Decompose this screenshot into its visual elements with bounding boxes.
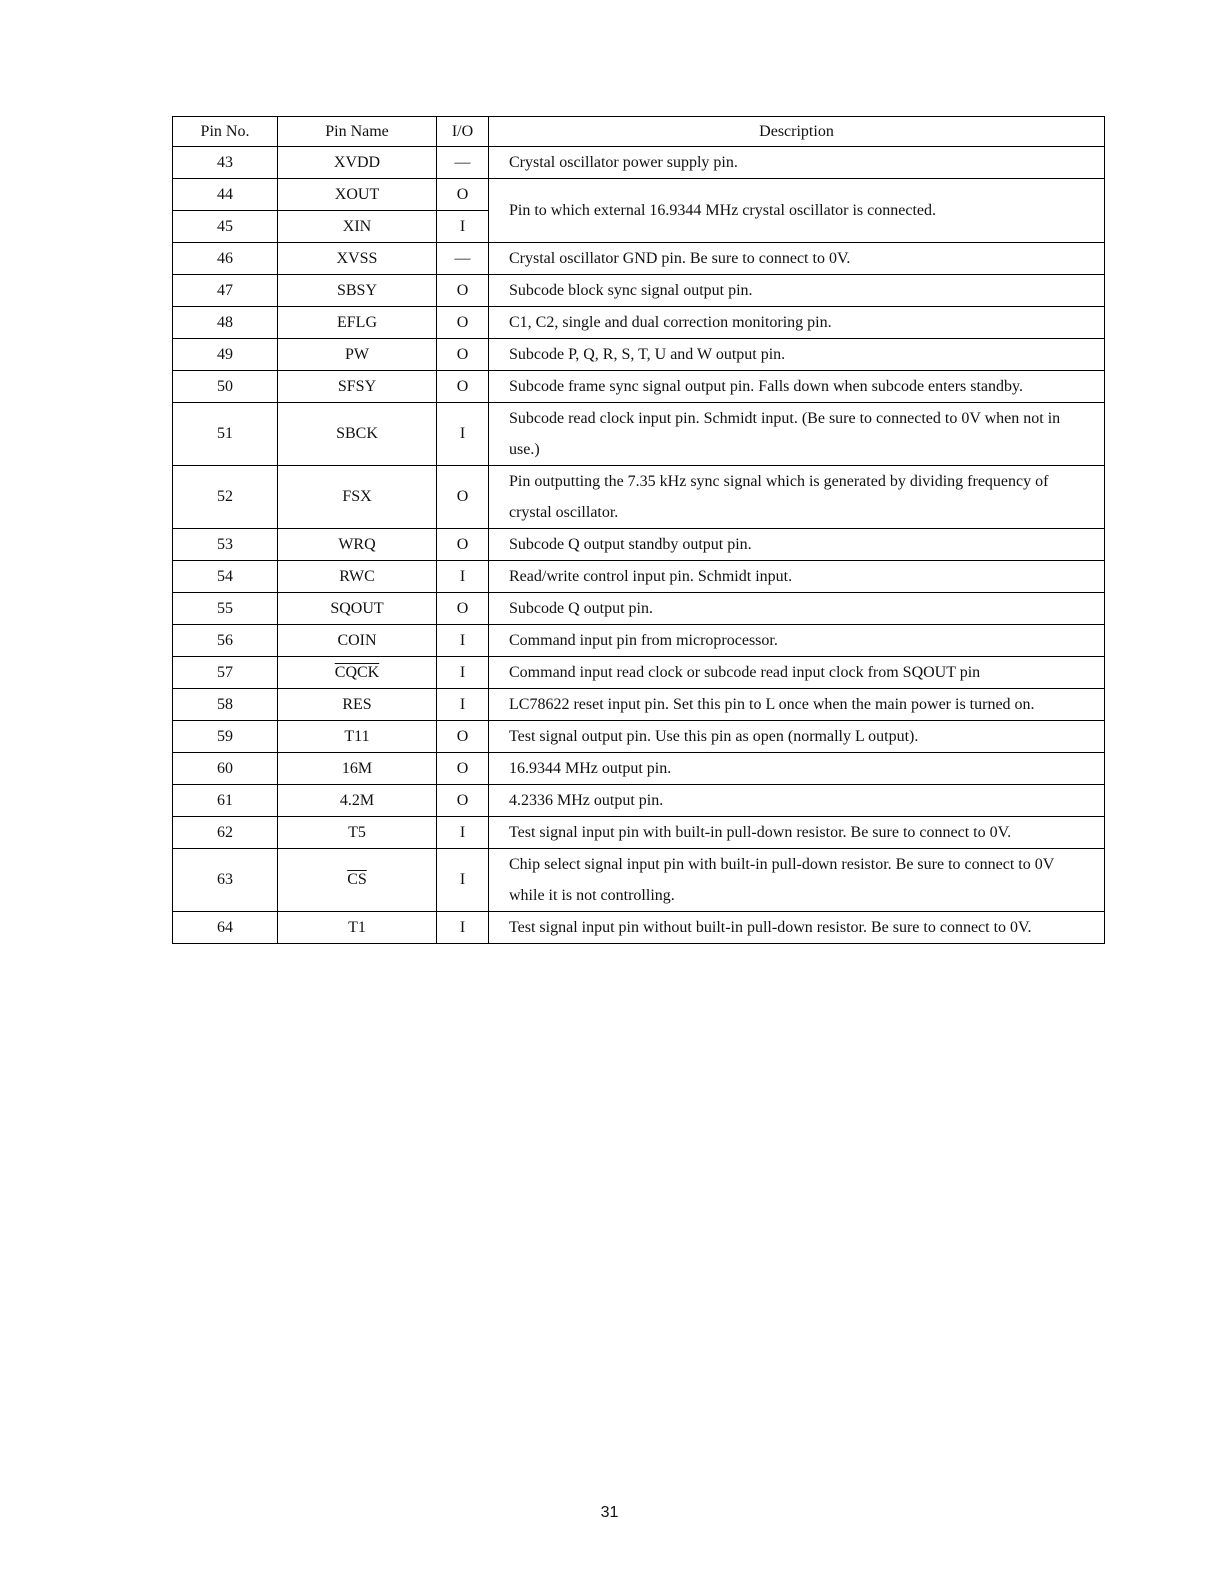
pin-io: I bbox=[437, 625, 489, 657]
pin-io: I bbox=[437, 849, 489, 912]
header-pin-no: Pin No. bbox=[173, 117, 278, 147]
pin-description: Crystal oscillator power supply pin. bbox=[489, 147, 1105, 179]
table-row bbox=[173, 561, 1105, 593]
pin-io: O bbox=[437, 753, 489, 785]
pin-no: 61 bbox=[173, 785, 278, 817]
pin-io: O bbox=[437, 721, 489, 753]
pin-io: I bbox=[437, 561, 489, 593]
pin-io: O bbox=[437, 371, 489, 403]
pin-description: 4.2336 MHz output pin. bbox=[489, 785, 1105, 817]
table-row bbox=[173, 147, 1105, 179]
pin-no: 62 bbox=[173, 817, 278, 849]
table-row bbox=[173, 275, 1105, 307]
pin-description: Subcode read clock input pin. Schmidt input. (Be sure to connected to 0V when not in use.) bbox=[489, 403, 1105, 466]
pin-name: FSX bbox=[278, 466, 437, 529]
pin-name: SQOUT bbox=[278, 593, 437, 625]
table-row bbox=[173, 625, 1105, 657]
pin-no: 58 bbox=[173, 689, 278, 721]
pin-no: 55 bbox=[173, 593, 278, 625]
pin-name: SFSY bbox=[278, 371, 437, 403]
pin-description: Command input pin from microprocessor. bbox=[489, 625, 1105, 657]
pin-no: 48 bbox=[173, 307, 278, 339]
pin-no: 54 bbox=[173, 561, 278, 593]
pin-description: Pin outputting the 7.35 kHz sync signal which is generated by dividing frequency of crystal oscillator. bbox=[489, 466, 1105, 529]
pin-name: 16M bbox=[278, 753, 437, 785]
table-row bbox=[173, 466, 1105, 529]
table-header-row bbox=[173, 117, 1105, 147]
header-pin-name: Pin Name bbox=[278, 117, 437, 147]
pin-name: XVDD bbox=[278, 147, 437, 179]
header-description: Description bbox=[489, 117, 1105, 147]
table-row bbox=[173, 179, 1105, 211]
table-row bbox=[173, 307, 1105, 339]
pin-name bbox=[278, 849, 437, 912]
pin-description: Test signal input pin with built-in pull-down resistor. Be sure to connect to 0V. bbox=[489, 817, 1105, 849]
pin-name: 4.2M bbox=[278, 785, 437, 817]
pin-description: Subcode frame sync signal output pin. Falls down when subcode enters standby. bbox=[489, 371, 1105, 403]
pin-no: 49 bbox=[173, 339, 278, 371]
pin-io: O bbox=[437, 179, 489, 211]
table-row bbox=[173, 529, 1105, 561]
pin-io: O bbox=[437, 339, 489, 371]
pin-name: SBSY bbox=[278, 275, 437, 307]
page-number: 31 bbox=[600, 1504, 619, 1521]
pin-name: T11 bbox=[278, 721, 437, 753]
pin-io: — bbox=[437, 243, 489, 275]
pin-name: XIN bbox=[278, 211, 437, 243]
pin-name: RES bbox=[278, 689, 437, 721]
pin-description: C1, C2, single and dual correction monitoring pin. bbox=[489, 307, 1105, 339]
pin-no: 51 bbox=[173, 403, 278, 466]
pin-name: XOUT bbox=[278, 179, 437, 211]
pin-io: O bbox=[437, 275, 489, 307]
pin-description: Test signal input pin without built-in pull-down resistor. Be sure to connect to 0V. bbox=[489, 912, 1105, 944]
pin-description: Test signal output pin. Use this pin as open (normally L output). bbox=[489, 721, 1105, 753]
table-row bbox=[173, 243, 1105, 275]
pin-name: XVSS bbox=[278, 243, 437, 275]
table-row bbox=[173, 593, 1105, 625]
pin-name-overlined: CQCK bbox=[334, 663, 380, 681]
table-row bbox=[173, 785, 1105, 817]
pin-description: Subcode block sync signal output pin. bbox=[489, 275, 1105, 307]
pin-name: PW bbox=[278, 339, 437, 371]
pin-name: T5 bbox=[278, 817, 437, 849]
pin-description-table bbox=[172, 116, 1105, 944]
pin-io: I bbox=[437, 211, 489, 243]
pin-no: 50 bbox=[173, 371, 278, 403]
pin-description: Read/write control input pin. Schmidt input. bbox=[489, 561, 1105, 593]
pin-no: 52 bbox=[173, 466, 278, 529]
pin-description: Crystal oscillator GND pin. Be sure to connect to 0V. bbox=[489, 243, 1105, 275]
pin-name: RWC bbox=[278, 561, 437, 593]
pin-io: I bbox=[437, 403, 489, 466]
pin-io: O bbox=[437, 593, 489, 625]
pin-description: LC78622 reset input pin. Set this pin to L once when the main power is turned on. bbox=[489, 689, 1105, 721]
table-row bbox=[173, 849, 1105, 912]
pin-no: 43 bbox=[173, 147, 278, 179]
pin-no: 63 bbox=[173, 849, 278, 912]
pin-no: 64 bbox=[173, 912, 278, 944]
pin-io: O bbox=[437, 785, 489, 817]
table-row bbox=[173, 721, 1105, 753]
pin-io: O bbox=[437, 466, 489, 529]
header-io: I/O bbox=[437, 117, 489, 147]
pin-no: 46 bbox=[173, 243, 278, 275]
table-row bbox=[173, 912, 1105, 944]
pin-name: EFLG bbox=[278, 307, 437, 339]
pin-no: 45 bbox=[173, 211, 278, 243]
table-row bbox=[173, 657, 1105, 689]
table-row bbox=[173, 689, 1105, 721]
pin-description: 16.9344 MHz output pin. bbox=[489, 753, 1105, 785]
pin-description: Subcode Q output pin. bbox=[489, 593, 1105, 625]
pin-no: 44 bbox=[173, 179, 278, 211]
pin-io: — bbox=[437, 147, 489, 179]
pin-name-overlined: $\overline{CS}$ bbox=[347, 871, 367, 888]
pin-no: 59 bbox=[173, 721, 278, 753]
pin-name bbox=[278, 657, 437, 689]
pin-io: O bbox=[437, 529, 489, 561]
pin-description: Chip select signal input pin with built-in pull-down resistor. Be sure to connect to 0V while it is not controlling. bbox=[489, 849, 1105, 912]
pin-no: 57 bbox=[173, 657, 278, 689]
table-row bbox=[173, 817, 1105, 849]
pin-description: Subcode Q output standby output pin. bbox=[489, 529, 1105, 561]
pin-io: I bbox=[437, 817, 489, 849]
pin-name: COIN bbox=[278, 625, 437, 657]
table-row bbox=[173, 753, 1105, 785]
table-row bbox=[173, 339, 1105, 371]
pin-description: Subcode P, Q, R, S, T, U and W output pin. bbox=[489, 339, 1105, 371]
pin-io: I bbox=[437, 657, 489, 689]
pin-no: 60 bbox=[173, 753, 278, 785]
table-row bbox=[173, 371, 1105, 403]
pin-name: WRQ bbox=[278, 529, 437, 561]
pin-description: Command input read clock or subcode read input clock from SQOUT pin bbox=[489, 657, 1105, 689]
pin-io: I bbox=[437, 689, 489, 721]
table-row bbox=[173, 403, 1105, 466]
pin-name: T1 bbox=[278, 912, 437, 944]
pin-description: Pin to which external 16.9344 MHz crystal oscillator is connected. bbox=[489, 179, 1105, 243]
pin-io: O bbox=[437, 307, 489, 339]
pin-no: 53 bbox=[173, 529, 278, 561]
pin-no: 56 bbox=[173, 625, 278, 657]
pin-name: SBCK bbox=[278, 403, 437, 466]
pin-no: 47 bbox=[173, 275, 278, 307]
pin-io: I bbox=[437, 912, 489, 944]
